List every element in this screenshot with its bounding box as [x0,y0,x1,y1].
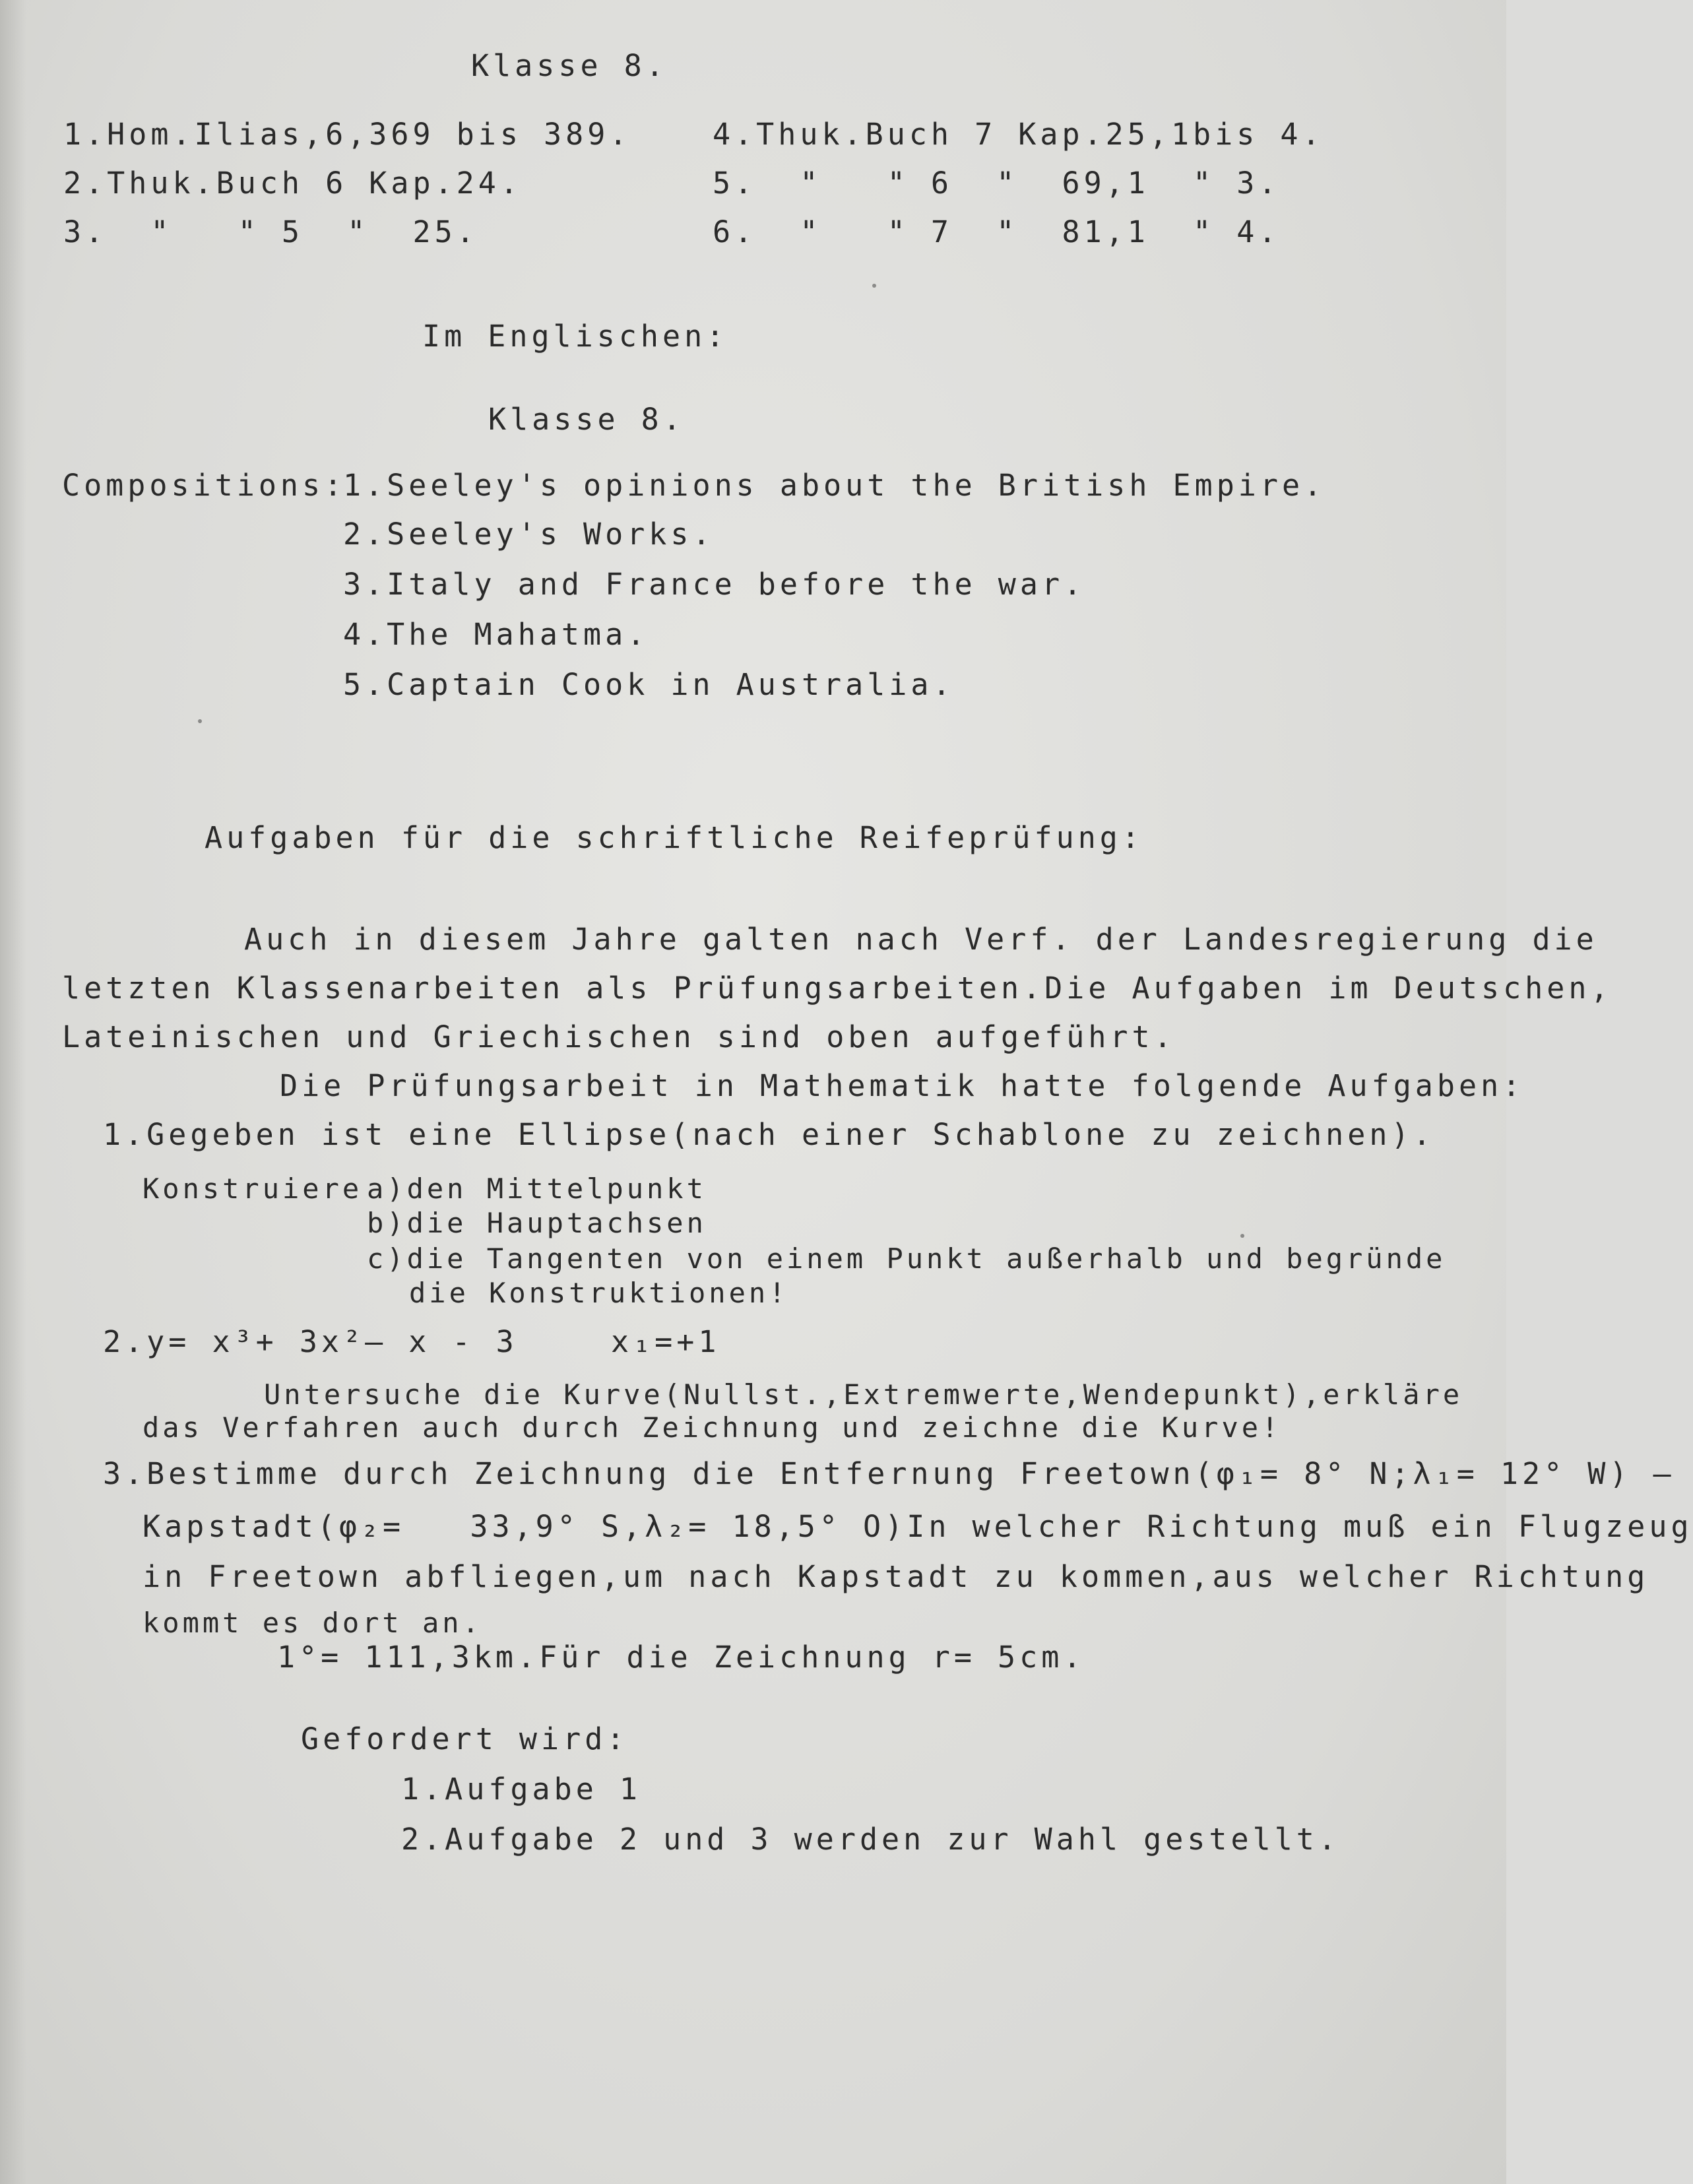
greek-item-6: 6. " " 7 " 81,1 " 4. [713,214,1281,249]
english-class-heading: Klasse 8. [488,402,685,437]
task2-point: x₁=+1 [611,1324,720,1359]
task1-part-c: c)die Tangenten von einem Punkt außerhalb und begründe [367,1242,1446,1275]
task1-part-b: b)die Hauptachsen [367,1207,707,1239]
task1-part-a: a)den Mittelpunkt [367,1172,707,1205]
composition-2: 2.Seeley's Works. [343,517,715,552]
intro-line-2: letzten Klassenarbeiten als Prüfungsarbeiten.Die Aufgaben im Deutschen, [62,971,1613,1006]
paper-speck [872,284,876,288]
required-item-1: 1.Aufgabe 1 [401,1772,642,1807]
intro-line-3: Lateinischen und Griechischen sind oben aufgeführt. [62,1019,1176,1054]
composition-5: 5.Captain Cook in Australia. [343,667,955,702]
intro-line-4: Die Prüfungsarbeit in Mathematik hatte folgende Aufgaben: [280,1068,1525,1103]
task3-line-2: Kapstadt(φ₂= 33,9° S,λ₂= 18,5° O)In welcher Richtung muß ein Flugzeug [143,1509,1693,1544]
task1-construct-label: Konstruiere [143,1172,363,1205]
task3-line-3: in Freetown abfliegen,um nach Kapstadt zu kommen,aus welcher Richtung [143,1559,1649,1594]
compositions-label: Compositions: [62,468,346,503]
greek-item-2: 2.Thuk.Buch 6 Kap.24. [63,166,522,201]
greek-item-1: 1.Hom.Ilias,6,369 bis 389. [63,117,631,152]
task1-line: 1.Gegeben ist eine Ellipse(nach einer Schablone zu zeichnen). [103,1117,1435,1152]
task2-line-2: das Verfahren auch durch Zeichnung und zeichne die Kurve! [143,1411,1282,1444]
task2-line-1: Untersuche die Kurve(Nullst.,Extremwerte,Wendepunkt),erkläre [264,1378,1463,1411]
greek-item-5: 5. " " 6 " 69,1 " 3. [713,166,1281,201]
task1-part-c-cont: die Konstruktionen! [409,1277,789,1309]
task3-line-4: kommt es dort an. [143,1607,482,1639]
paper-speck [1240,1234,1244,1238]
composition-1: 1.Seeley's opinions about the British Empire. [343,468,1326,503]
task3-scale: 1°= 111,3km.Für die Zeichnung r= 5cm. [277,1640,1085,1675]
required-label: Gefordert wird: [301,1721,629,1756]
greek-item-4: 4.Thuk.Buch 7 Kap.25,1bis 4. [713,117,1324,152]
exam-heading: Aufgaben für die schriftliche Reifeprüfung: [205,820,1143,855]
intro-line-1: Auch in diesem Jahre galten nach Verf. der Landesregierung die [244,922,1598,957]
composition-3: 3.Italy and France before the war. [343,567,1086,602]
task2-equation: 2.y= x³+ 3x²– x - 3 [103,1324,518,1359]
required-item-2: 2.Aufgabe 2 und 3 werden zur Wahl gestellt. [401,1822,1340,1857]
greek-class-heading: Klasse 8. [471,48,668,83]
english-heading: Im Englischen: [422,319,728,354]
page-edge-shadow [0,0,26,2184]
task3-line-1: 3.Bestimme durch Zeichnung die Entfernung Freetown(φ₁= 8° N;λ₁= 12° W) – [103,1456,1675,1491]
composition-4: 4.The Mahatma. [343,617,649,652]
paper-speck [198,719,202,723]
greek-item-3: 3. " " 5 " 25. [63,214,478,249]
